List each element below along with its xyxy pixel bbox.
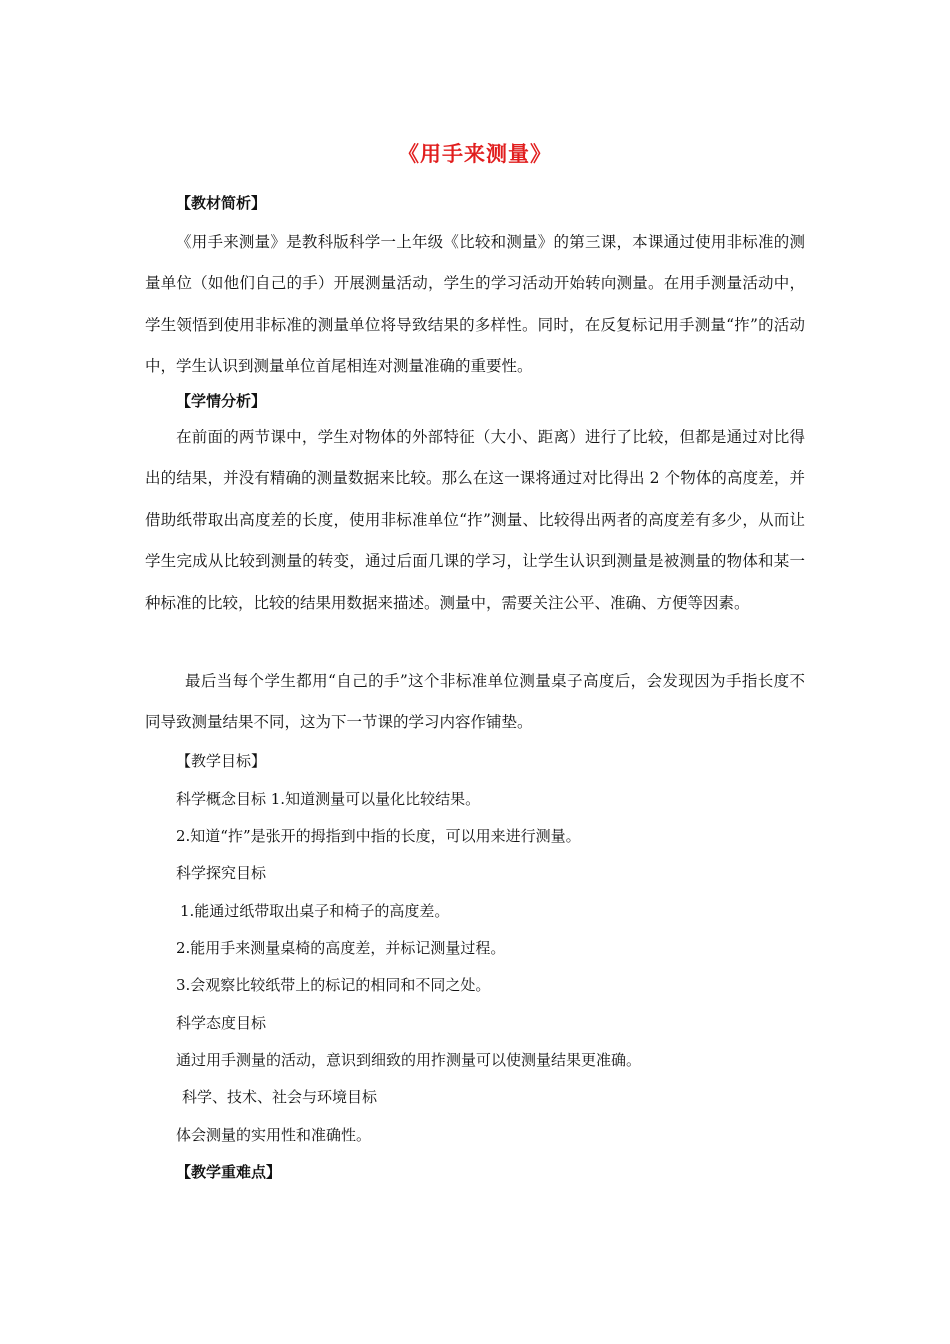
goal-line: 2.知道“拃”是张开的拇指到中指的长度，可以用来进行测量。 (176, 827, 581, 845)
goal-line: 科学、技术、社会与环境目标 (182, 1088, 378, 1106)
paragraph-student-analysis-2: 最后当每个学生都用“自己的手”这个非标准单位测量桌子高度后，会发现因为手指长度不同导致测量结果不同，这为下一节课的学习内容作铺垫。 (145, 672, 805, 732)
paragraph-student-analysis-1: 在前面的两节课中，学生对物体的外部特征（大小、距离）进行了比较，但都是通过对比得出的结果，并没有精确的测量数据来比较。那么在这一课将通过对比得出 2 个物体的高度差，并借助纸带取出高度差的长度，使用非标准单位“拃”测量、比较得出两者的高度差有多少，从而让学生完成从比较到测量的转变，通过后面几课的学习，让学生认识到测量是被测量的物体和某一种标准的比较，比较的结果用数据来描述。测量中，需要关注公平、准确、方便等因素。 (145, 428, 805, 612)
goal-line: 通过用手测量的活动，意识到细致的用拃测量可以使测量结果更准确。 (176, 1051, 642, 1069)
goal-line: 体会测量的实用性和准确性。 (176, 1126, 372, 1144)
heading-key-points: 【教学重难点】 (176, 1163, 282, 1181)
heading-teaching-goals: 【教学目标】 (176, 752, 267, 770)
goal-line: 科学探究目标 (176, 864, 267, 882)
heading-student-analysis: 【学情分析】 (176, 392, 267, 410)
goal-line: 3.会观察比较纸带上的标记的相同和不同之处。 (176, 976, 491, 994)
document-title: 《用手来测量》 (398, 141, 552, 166)
goal-line: 科学态度目标 (176, 1014, 267, 1032)
goal-line: 科学概念目标 1.知道测量可以量化比较结果。 (176, 790, 481, 808)
paragraph-material-analysis: 《用手来测量》是教科版科学一上年级《比较和测量》的第三课，本课通过使用非标准的测量单位（如他们自己的手）开展测量活动，学生的学习活动开始转向测量。在用手测量活动中，学生领悟到使用非标准的测量单位将导致结果的多样性。同时，在反复标记用手测量“拃”的活动中，学生认识到测量单位首尾相连对测量准确的重要性。 (145, 233, 805, 376)
heading-material-analysis: 【教材简析】 (176, 194, 267, 212)
goal-line: 1.能通过纸带取出桌子和椅子的高度差。 (180, 902, 450, 920)
goal-line: 2.能用手来测量桌椅的高度差，并标记测量过程。 (176, 939, 506, 957)
